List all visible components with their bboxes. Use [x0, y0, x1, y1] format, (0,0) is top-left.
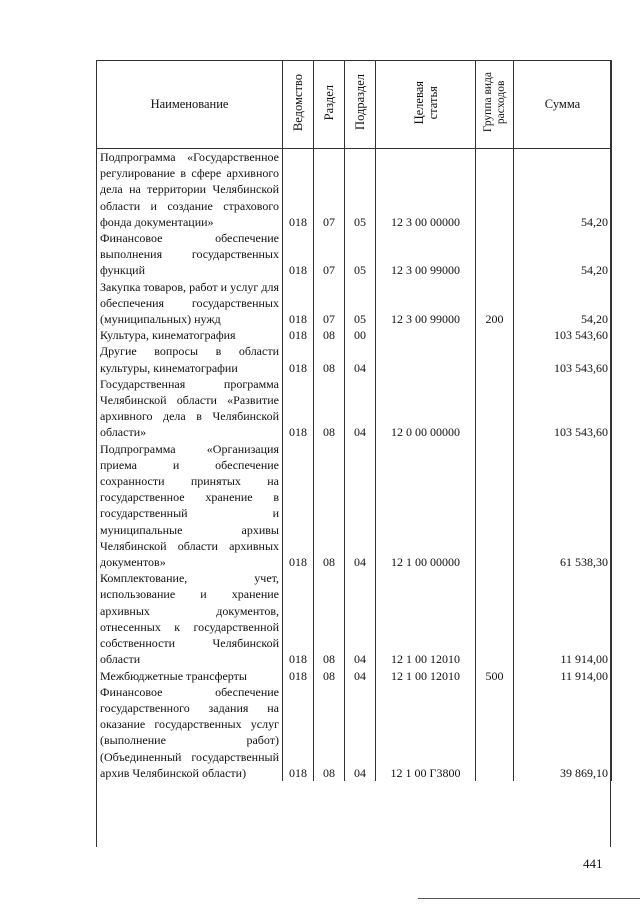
- row-razdel: 07: [314, 279, 345, 328]
- row-name: Финансовое обеспечение выполнения государственных функций: [97, 230, 283, 279]
- row-celevaya-statya: 12 1 00 12010: [376, 668, 476, 684]
- row-vedomstvo: 018: [283, 668, 314, 684]
- row-razdel: 08: [314, 684, 345, 781]
- row-celevaya-statya: 12 0 00 00000: [376, 376, 476, 441]
- row-celevaya-statya: 12 1 00 Г3800: [376, 684, 476, 781]
- row-celevaya-statya: [376, 327, 476, 343]
- bottom-rule: [418, 898, 640, 899]
- page-number: 441: [583, 856, 603, 871]
- row-razdel: 08: [314, 570, 345, 667]
- row-summa: 103 543,60: [514, 376, 612, 441]
- row-vedomstvo: 018: [283, 570, 314, 667]
- row-summa: 103 543,60: [514, 327, 612, 343]
- row-name: Государственная программа Челябинской области «Развитие архивного дела в Челябинской области»: [97, 376, 283, 441]
- row-podrazdel: 05: [345, 149, 376, 231]
- row-razdel: 08: [314, 376, 345, 441]
- row-razdel: 08: [314, 441, 345, 571]
- row-gruppa: [476, 441, 514, 571]
- row-celevaya-statya: 12 3 00 00000: [376, 149, 476, 231]
- row-podrazdel: 04: [345, 570, 376, 667]
- row-vedomstvo: 018: [283, 684, 314, 781]
- row-celevaya-statya: 12 1 00 00000: [376, 441, 476, 571]
- row-podrazdel: 05: [345, 279, 376, 328]
- row-vedomstvo: 018: [283, 441, 314, 571]
- row-gruppa: [476, 149, 514, 231]
- row-vedomstvo: 018: [283, 376, 314, 441]
- row-celevaya-statya: [376, 343, 476, 375]
- row-vedomstvo: 018: [283, 230, 314, 279]
- row-celevaya-statya: 12 3 00 99000: [376, 230, 476, 279]
- row-summa: 39 869,10: [514, 684, 612, 781]
- row-name: Подпрограмма «Организация приема и обеспечение сохранности принятых на государственное хранение в государственный и муниципальные архивы Челябинской области архивных документов»: [97, 441, 283, 571]
- row-podrazdel: 04: [345, 441, 376, 571]
- row-razdel: 08: [314, 668, 345, 684]
- row-summa: 103 543,60: [514, 343, 612, 375]
- row-podrazdel: 04: [345, 343, 376, 375]
- row-gruppa: [476, 327, 514, 343]
- row-gruppa: [476, 684, 514, 781]
- table-header-row: [97, 61, 612, 149]
- row-summa: 54,20: [514, 230, 612, 279]
- row-name: Закупка товаров, работ и услуг для обеспечения государственных (муниципальных) нужд: [97, 279, 283, 328]
- row-summa: 54,20: [514, 279, 612, 328]
- row-gruppa: 500: [476, 668, 514, 684]
- header-podrazdel: Подраздел: [345, 61, 376, 149]
- table-row: [97, 279, 612, 328]
- row-razdel: 08: [314, 343, 345, 375]
- row-vedomstvo: 018: [283, 149, 314, 231]
- row-razdel: 08: [314, 327, 345, 343]
- table-row: [97, 327, 612, 343]
- row-name: Межбюджетные трансферты: [97, 668, 283, 684]
- header-razdel: Раздел: [314, 61, 345, 149]
- row-razdel: 07: [314, 230, 345, 279]
- row-razdel: 07: [314, 149, 345, 231]
- row-name: Другие вопросы в области культуры, кинематографии: [97, 343, 283, 375]
- row-name: Финансовое обеспечение государственного задания на оказание государственных услуг (выполнение работ) (Объединенный государственный архив Челябинской области): [97, 684, 283, 781]
- row-summa: 54,20: [514, 149, 612, 231]
- header-summa: Сумма: [514, 61, 612, 149]
- row-podrazdel: 00: [345, 327, 376, 343]
- row-podrazdel: 04: [345, 668, 376, 684]
- row-podrazdel: 04: [345, 684, 376, 781]
- table-row: [97, 343, 612, 375]
- row-name: Культура, кинематография: [97, 327, 283, 343]
- table-row: [97, 376, 612, 441]
- table-row: [97, 684, 612, 781]
- header-name: Наименование: [97, 61, 283, 149]
- row-gruppa: [476, 230, 514, 279]
- row-vedomstvo: 018: [283, 279, 314, 328]
- row-gruppa: [476, 343, 514, 375]
- header-vedomstvo: Ведомство: [283, 61, 314, 149]
- row-celevaya-statya: 12 1 00 12010: [376, 570, 476, 667]
- row-vedomstvo: 018: [283, 327, 314, 343]
- row-podrazdel: 05: [345, 230, 376, 279]
- table-row: [97, 149, 612, 231]
- row-name: Комплектование, учет, использование и хранение архивных документов, отнесенных к государственной собственности Челябинской области: [97, 570, 283, 667]
- header-gruppa-vida-raskhodov: Группа вида расходов: [476, 61, 514, 149]
- row-gruppa: [476, 376, 514, 441]
- row-summa: 61 538,30: [514, 441, 612, 571]
- row-vedomstvo: 018: [283, 343, 314, 375]
- row-summa: 11 914,00: [514, 570, 612, 667]
- row-celevaya-statya: 12 3 00 99000: [376, 279, 476, 328]
- row-name: Подпрограмма «Государственное регулирование в сфере архивного дела на территории Челябинской области и создание страхового фонда документации»: [97, 149, 283, 231]
- row-gruppa: [476, 570, 514, 667]
- budget-table: [96, 60, 612, 781]
- table-row: [97, 668, 612, 684]
- row-summa: 11 914,00: [514, 668, 612, 684]
- table-row: [97, 230, 612, 279]
- table-row: [97, 441, 612, 571]
- table-row: [97, 570, 612, 667]
- row-gruppa: 200: [476, 279, 514, 328]
- header-celevaya-statya: Целевая статья: [376, 61, 476, 149]
- row-podrazdel: 04: [345, 376, 376, 441]
